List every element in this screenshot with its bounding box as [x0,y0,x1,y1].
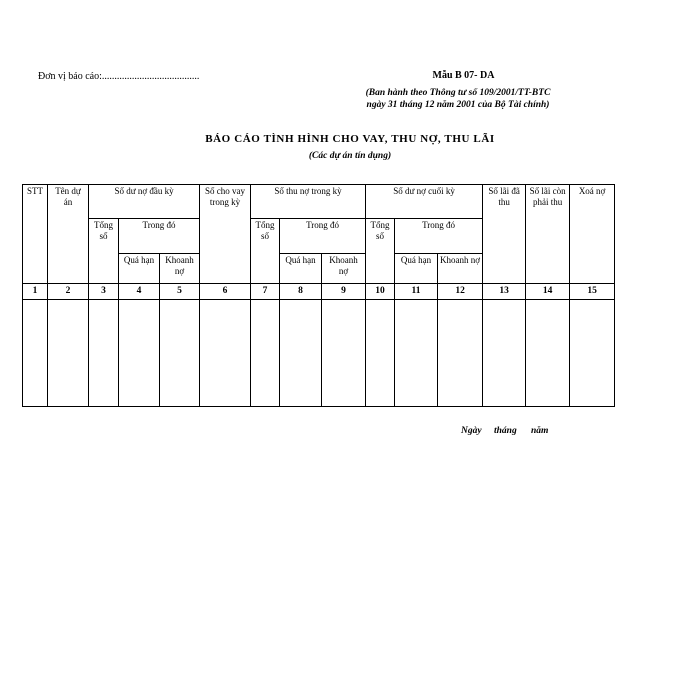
header-opening-overdue: Quá hạn [119,254,160,284]
column-number: 8 [280,284,322,300]
data-cell [23,300,48,407]
column-number: 3 [89,284,119,300]
header-closing-total: Tổng số [366,219,395,284]
footer-month-label: tháng [494,426,517,436]
data-cell [48,300,89,407]
report-subtitle: (Các dự án tín dụng) [308,151,392,161]
data-cell [395,300,438,407]
header-opening-frozen: Khoanh nợ [160,254,200,284]
column-number: 4 [119,284,160,300]
data-cell [160,300,200,407]
data-cell [280,300,322,407]
column-number: 5 [160,284,200,300]
data-cell [526,300,570,407]
data-cell [366,300,395,407]
header-loans-in-period: Số cho vay trong kỳ [200,185,251,284]
data-cell [89,300,119,407]
column-number: 15 [570,284,615,300]
column-number: 13 [483,284,526,300]
data-cell [251,300,280,407]
reporting-unit-label: Đơn vị báo cáo:....................................... [38,71,200,82]
column-number: 6 [200,284,251,300]
column-number: 1 [23,284,48,300]
header-interest-receivable: Số lãi còn phải thu [526,185,570,284]
data-cell [200,300,251,407]
header-collected-overdue: Quá hạn [280,254,322,284]
data-cell [119,300,160,407]
header-stt: STT [23,185,48,284]
report-table [22,184,615,407]
header-opening-balance: Số dư nợ đầu kỳ [89,185,200,219]
header-collected-frozen: Khoanh nợ [322,254,366,284]
issued-note-line-1: (Ban hành theo Thông tư số 109/2001/TT-BTC [365,88,551,98]
column-number: 10 [366,284,395,300]
header-written-off: Xoá nợ [570,185,615,284]
header-closing-overdue: Quá hạn [395,254,438,284]
form-code: Mẫu B 07- DA [432,70,495,81]
header-closing-frozen: Khoanh nợ [438,254,483,284]
header-interest-collected: Số lãi đã thu [483,185,526,284]
header-opening-total: Tổng số [89,219,119,284]
header-collected-total: Tổng số [251,219,280,284]
issued-note-line-2: ngày 31 tháng 12 năm 2001 của Bộ Tài chính) [366,100,550,110]
data-cell [438,300,483,407]
report-title: BÁO CÁO TÌNH HÌNH CHO VAY, THU NỢ, THU LÃI [205,133,495,145]
header-project-name: Tên dự án [48,185,89,284]
footer-day-label: Ngày [461,426,482,436]
column-number: 2 [48,284,89,300]
data-cell [483,300,526,407]
footer-year-label: năm [531,426,549,436]
header-collected-of-which: Trong đó [280,219,366,254]
header-collected-in-period: Số thu nợ trong kỳ [251,185,366,219]
data-cell [570,300,615,407]
header-opening-of-which: Trong đó [119,219,200,254]
header-closing-balance: Số dư nợ cuối kỳ [366,185,483,219]
column-number: 7 [251,284,280,300]
column-number: 9 [322,284,366,300]
column-number: 14 [526,284,570,300]
column-number: 12 [438,284,483,300]
column-number: 11 [395,284,438,300]
header-closing-of-which: Trong đó [395,219,483,254]
data-cell [322,300,366,407]
